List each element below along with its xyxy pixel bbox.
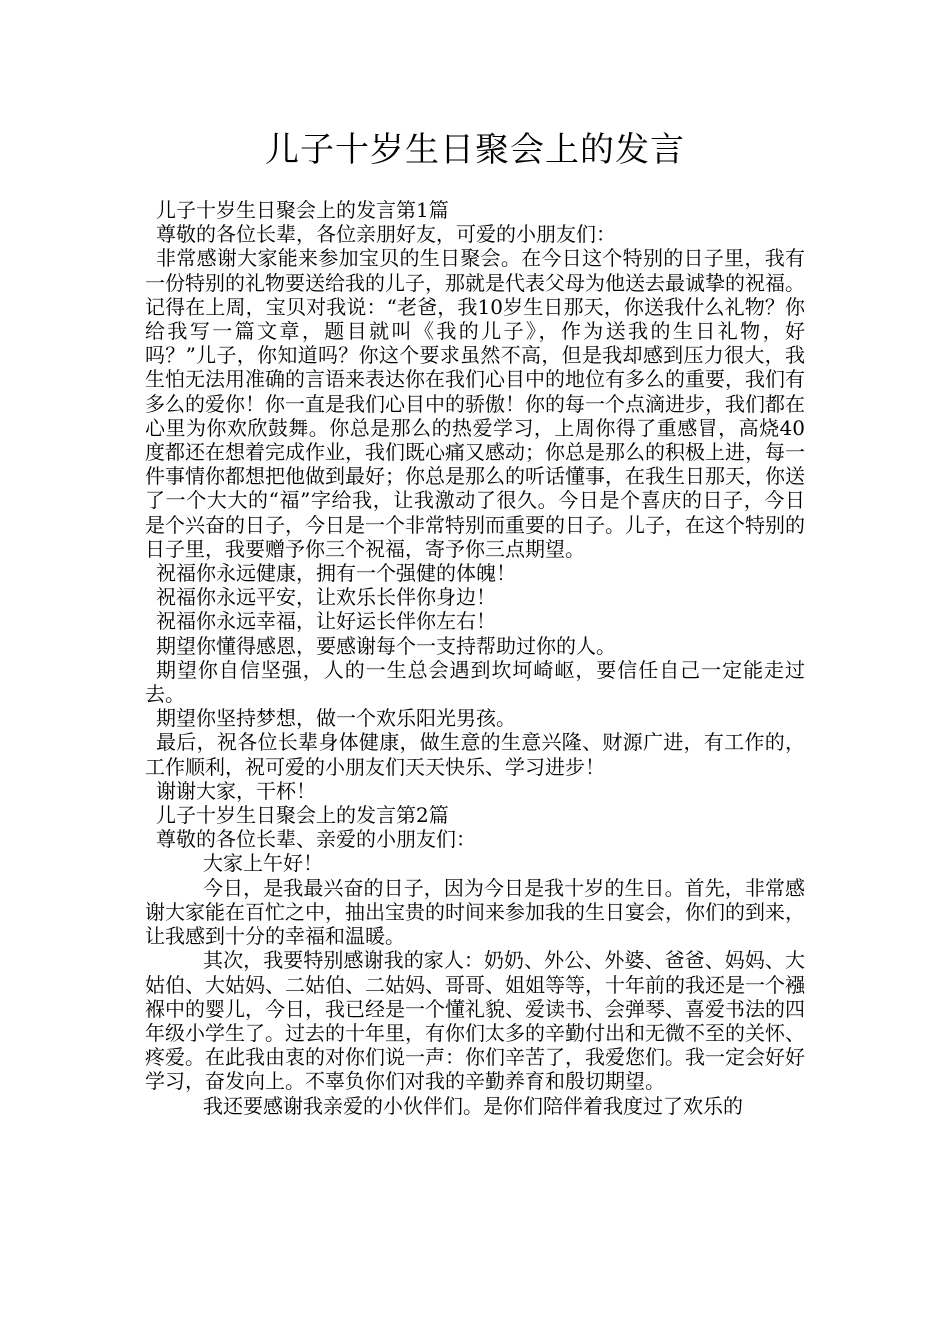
section-heading-2: 儿子十岁生日聚会上的发言第2篇 [156,803,449,828]
speech-paragraph: 我还要感谢我亲爱的小伙伴们。是你们陪伴着我度过了欢乐的 [203,1093,743,1118]
speech-paragraph: 今日，是我最兴奋的日子，因为今日是我十岁的生日。首先，非常感谢大家能在百忙之中，抽出宝贵的时间来参加我的生日宴会，你们的到来，让我感到十分的幸福和温暖。 [145,875,805,949]
document-title: 儿子十岁生日聚会上的发言 [265,130,685,170]
document-body [145,198,805,1118]
wish-line: 祝福你永远平安，让欢乐长伴你身边！ [156,585,496,610]
section-heading-1: 儿子十岁生日聚会上的发言第1篇 [156,198,449,222]
salutation-paragraph: 尊敬的各位长辈、亲爱的小朋友们： [156,827,476,852]
hope-line: 期望你坚持梦想，做一个欢乐阳光男孩。 [156,706,516,731]
hope-line: 期望你懂得感恩，要感谢每个一支持帮助过你的人。 [156,633,616,658]
hope-line: 期望你自信坚强，人的一生总会遇到坎坷崎岖，要信任自己一定能走过去。 [145,657,805,707]
speech-paragraph: 非常感谢大家能来参加宝贝的生日聚会。在今日这个特别的日子里，我有一份特别的礼物要送给我的儿子，那就是代表父母为他送去最诚挚的祝福。记得在上周，宝贝对我说：“老爸，我10岁生日那天，你送我什么礼物？你给我写一篇文章，题目就叫《我的儿子》，作为送我的生日礼物，好吗？”儿子，你知道吗？你这个要求虽然不高，但是我却感到压力很大，我生怕无法用准确的言语来表达你在我们心目中的地位有多么的重要，我们有多么的爱你！你一直是我们心目中的骄傲！你的每一个点滴进步，我们都在心里为你欢欣鼓舞。你总是那么的热爱学习，上周你得了重感冒，高烧40度都还在想着完成作业，我们既心痛又感动；你总是那么的积极上进，每一件事情你都想把他做到最好；你总是那么的听话懂事，在我生日那天，你送了一个大大的“福”字给我，让我激动了很久。今日是个喜庆的日子，今日是个兴奋的日子，今日是一个非常特别而重要的日子。儿子，在这个特别的日子里，我要赠予你三个祝福，寄予你三点期望。 [145,246,805,561]
greeting-line: 大家上午好！ [203,851,323,876]
wish-line: 祝福你永远健康，拥有一个强健的体魄！ [156,561,516,586]
speech-paragraph: 其次，我要特别感谢我的家人：奶奶、外公、外婆、爸爸、妈妈、大姑伯、大姑妈、二姑伯、二姑妈、哥哥、姐姐等等，十年前的我还是一个襁褓中的婴儿，今日，我已经是一个懂礼貌、爱读书、会弹琴、喜爱书法的四年级小学生了。过去的十年里，有你们太多的辛勤付出和无微不至的关怀、疼爱。在此我由衷的对你们说一声：你们辛苦了，我爱您们。我一定会好好学习，奋发向上。不辜负你们对我的辛勤养育和殷切期望。 [145,948,805,1094]
thanks-line: 谢谢大家，干杯！ [156,778,316,803]
wish-line: 祝福你永远幸福，让好运长伴你左右！ [156,609,496,634]
salutation-paragraph: 尊敬的各位长辈，各位亲朋好友，可爱的小朋友们： [156,222,616,247]
closing-paragraph: 最后，祝各位长辈身体健康，做生意的生意兴隆、财源广进，有工作的，工作顺利，祝可爱的小朋友们天天快乐、学习进步！ [145,730,805,779]
